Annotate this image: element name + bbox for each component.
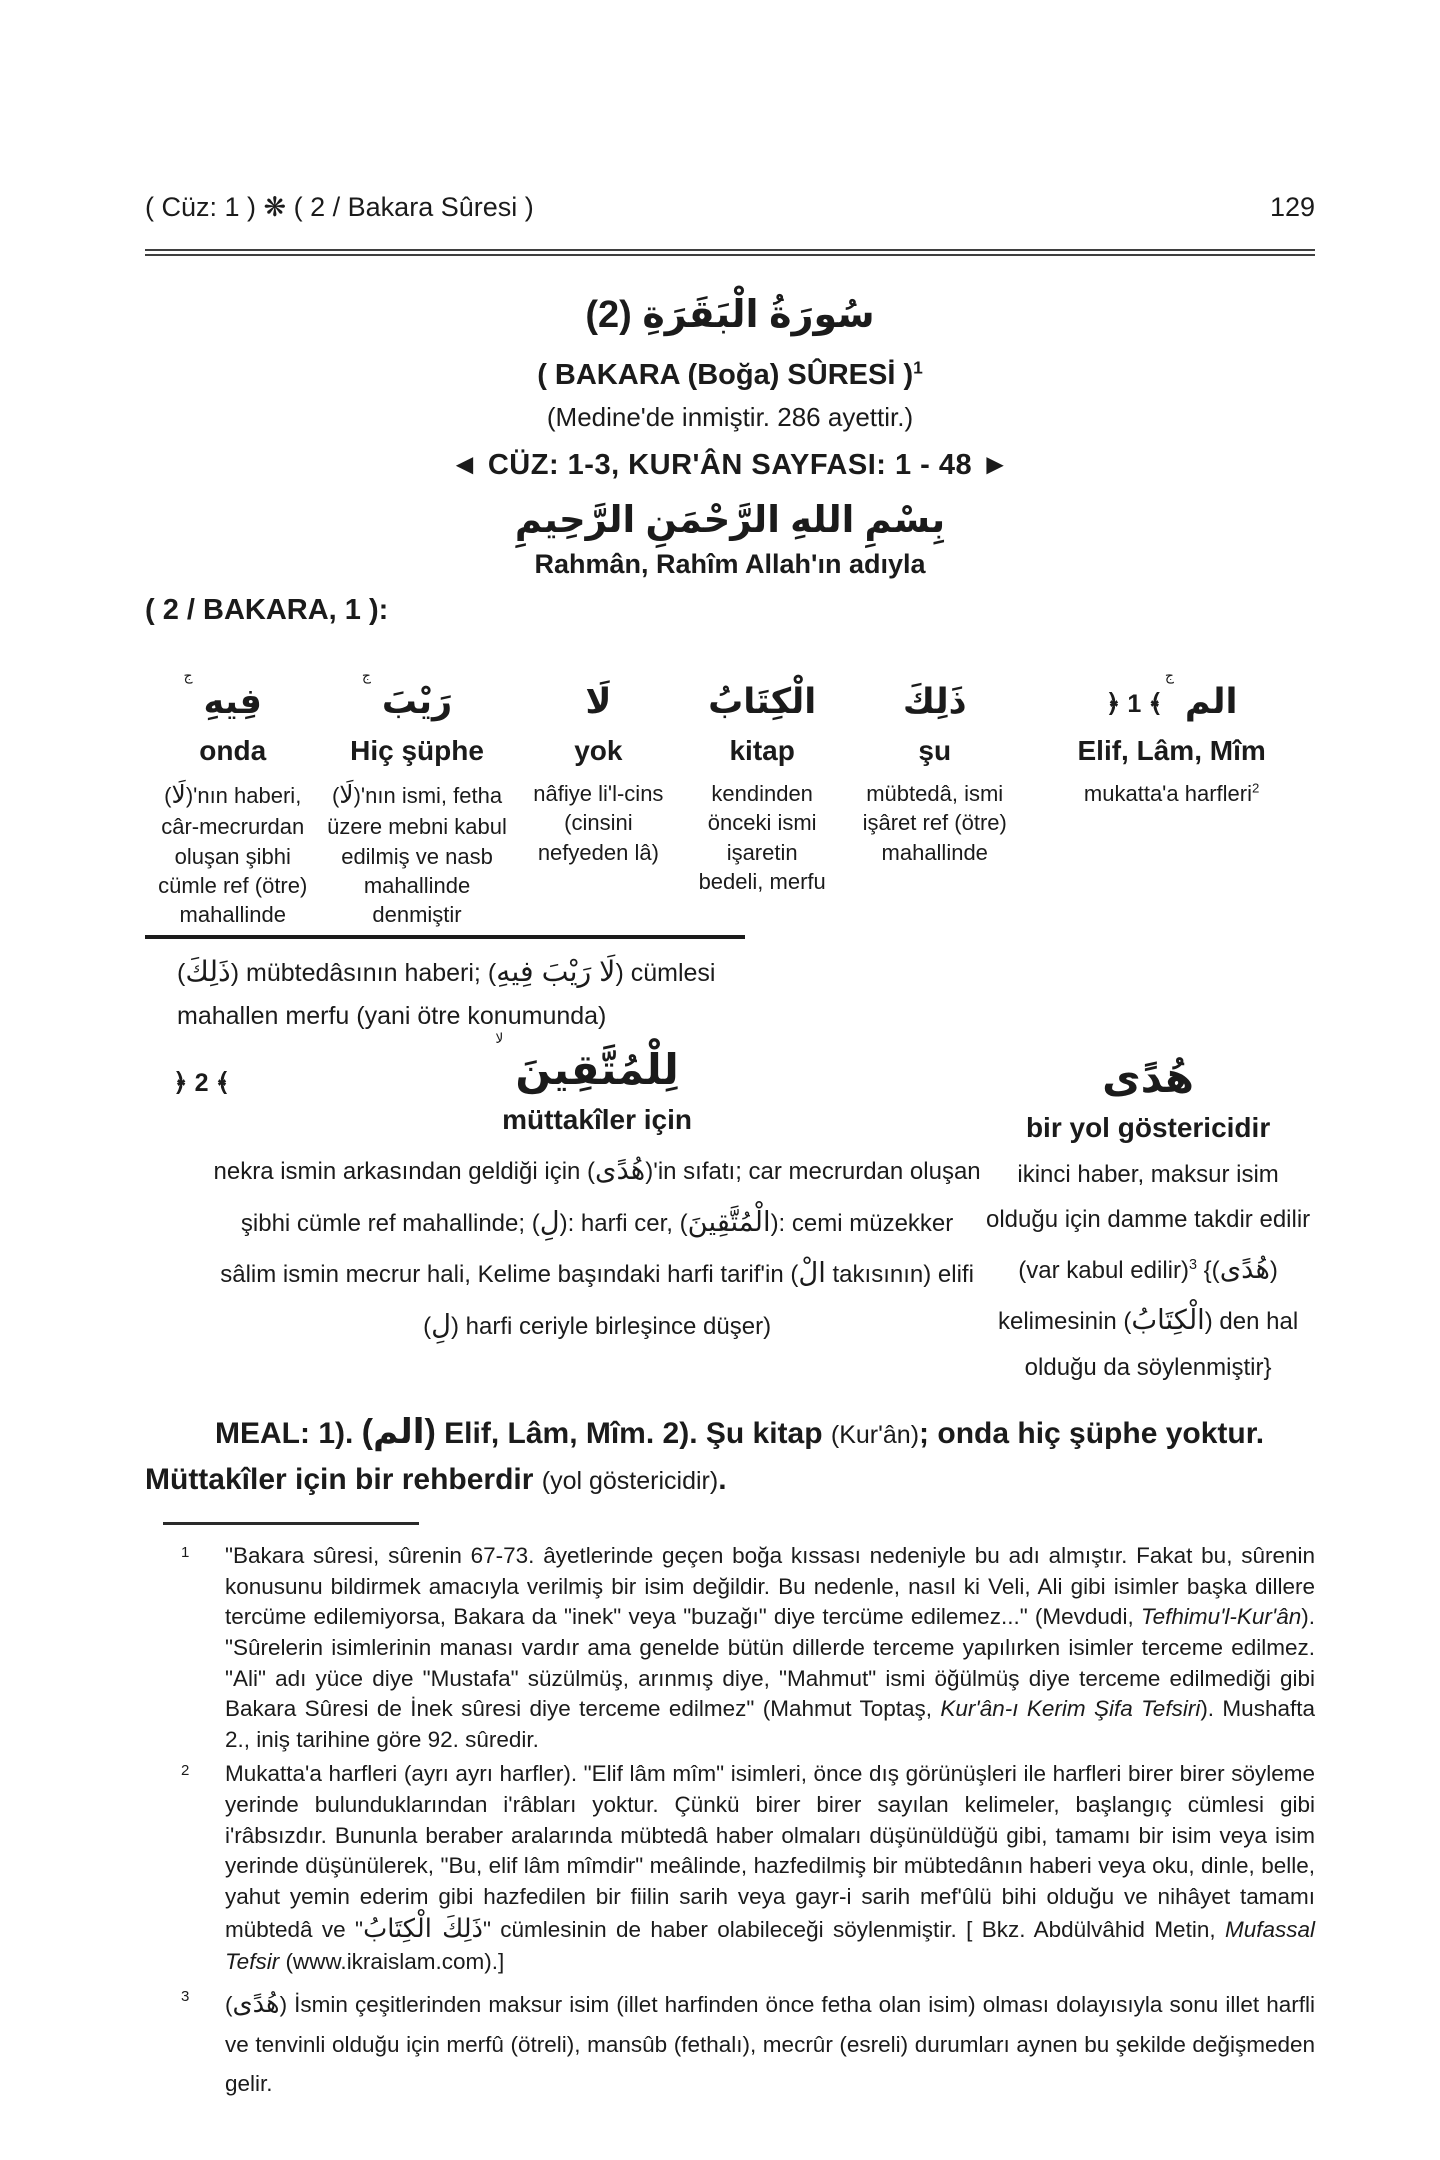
waqf-mark: لا [495, 1030, 504, 1046]
verse2-section [145, 1030, 1315, 1390]
footnote-1 [145, 1541, 1315, 1755]
footnote-ref-1: 1 [913, 357, 923, 378]
page-header [145, 192, 1315, 223]
bottom-note-line1: (ذَلِكَ) mübtedâsının haberi; (لَا رَيْبَ فِيهِ) cümlesi [177, 956, 716, 989]
footnote-number: 2 [181, 1762, 190, 1780]
verse2-marker: ﴿ 2 ﴾ [173, 1069, 231, 1097]
word-analysis-table [145, 635, 1315, 929]
word-gloss: kitap [729, 735, 795, 766]
verse1-bottom-note [177, 949, 1315, 1036]
arabic-word: ج فِيهِ [183, 667, 262, 721]
arabic-word: لا لِلْمُتَّقِينَ [495, 1030, 679, 1093]
footnote-3 [145, 1982, 1315, 2104]
word-gloss: müttakîler için [502, 1104, 692, 1136]
footnotes [145, 1541, 1315, 2103]
header-divider [145, 249, 1315, 256]
page-number: 129 [1269, 192, 1315, 222]
sura-title-turkish [145, 359, 1315, 392]
meal-translation: MEAL: 1). (الم) Elif, Lâm, Mîm. 2). Şu kitap (Kur'ân); onda hiç şüphe yoktur. Müttakîler için bir rehberdir (yol göstericidir). [145, 1413, 1265, 1497]
word-grammar-note: (لَا)'nın ismi, fetha üzere mebni kabul edilmiş ve nasb mahallinde denmiştir [327, 781, 507, 928]
word-column-eliflammim [1028, 635, 1315, 929]
word-column-la [514, 635, 684, 929]
bottom-note-line2: mahallen merfu (yani ötre konumunda) [177, 1001, 607, 1030]
footnote-number: 1 [181, 1544, 190, 1562]
footnote-text: "Bakara sûresi, sûrenin 67-73. âyetlerinde geçen boğa kıssası nedeniyle bu adı almıştır. Fakat bu, sûrenin konusunu bildirmek amacıyla verilmiş bir isim değildir. Bu nedenle, nasıl ki Veli, Ali gibi isimler başka dillere tercüme edilemiyorsa, Bakara da "inek" veya "buzağı" diye tercüme edilemez..." (Mevdudi, Tefhimu'l-Kur'ân). "Sûrelerin isimlerinin manası vardır ama genelde bütün dillerde terceme yapılırken isimler terceme edilmez. "Ali" adı yüce diye "Mustafa" süzülmüş, arınmış diye, "Mahmut" ismi öğülmüş diye terceme edilmediği gibi Bakara Sûresi de İnek sûresi diye terceme edilmez" (Mahmut Toptaş, Kur'ân-ı Kerim Şifa Tefsiri). Mushafta 2., iniş tarihine göre 92. sûredir. [225, 1543, 1315, 1752]
verse2-word-huden [981, 1046, 1315, 1390]
analysis-underline [145, 935, 745, 939]
word-grammar-note: mübtedâ, ismi işâret ref (ötre) mahallinde [862, 781, 1007, 865]
verse1-heading: ( 2 / BAKARA, 1 ): [145, 594, 389, 626]
word-column-fihi [145, 635, 321, 929]
waqf-mark: ج [361, 667, 371, 683]
waqf-mark: ج [1164, 667, 1174, 683]
word-grammar-note: (لَا)'nın haberi, câr-mecrurdan oluşan şibhi cümle ref (ötre) mahallinde [158, 781, 308, 928]
footnote-2 [145, 1759, 1315, 1977]
grammar-explanation: nekra ismin arkasından geldiği için (هُدًى)'in sıfatı; car mecrurdan oluşan şibhi cümle ref mahallinde; (لِ): harfi cer, (الْمُتَّقِينَ): cemi müzekker sâlim ismin mecrur hali, Kelime başındaki harfi tarif'in (الْ takısının) elifi (لِ) harfi ceriyle birleşince düşer) [213, 1154, 981, 1340]
grammar-explanation: ikinci haber, maksur isim olduğu için damme takdir edilir (var kabul edilir)$^3$ {(هُدًى) kelimesinin (الْكِتَابُ) den hal olduğu da söylenmiştir} [986, 1161, 1311, 1382]
arabic-word: ج رَيْبَ [361, 667, 453, 721]
word-column-rayba [321, 635, 514, 929]
word-gloss: onda [199, 735, 267, 766]
word-column-kitab [683, 635, 841, 929]
word-column-zalike [841, 635, 1028, 929]
verse1-marker: ﴿ 1 ﴾ [1105, 690, 1163, 718]
word-grammar-note: mukatta'a harfleri$^2$ [1083, 780, 1260, 806]
word-gloss: yok [574, 735, 623, 766]
sura-title-text: ( BAKARA (Boğa) SÛRESİ ) [537, 359, 914, 391]
word-gloss: Elif, Lâm, Mîm [1077, 735, 1266, 766]
sura-title-arabic: سُورَةُ الْبَقَرَةِ (2) [585, 294, 875, 336]
arabic-word: ج الم [1164, 667, 1238, 721]
word-gloss: bir yol göstericidir [1025, 1112, 1271, 1144]
word-gloss: şu [918, 735, 952, 766]
footnote-text: Mukatta'a harfleri (ayrı ayrı harfler). "Elif lâm mîm" isimleri, önce dış görünüşleri ile harfleri birer birer söyleme yerinde bulunduklarından i'râbları yoktur. Çünkü birer birer sayılan kelimeler, başlangıç cümlesi gibi i'râbsızdır. Bununla beraber aralarında mübtedâ haber olmaları düşünüldüğü gibi, tamamı bir isim veya isim yerinde düşünülerek, "Bu, elif lâm mîmdir" meâlinde, hazfedilmiş bir mübtedânın haberi veya oku, dinle, belle, yahut yemin ederim gibi hazfedilen bir fiilin sarih veya gayr-i sarih mef'ûlü bihi olduğu ve nihâyet tamamı mübtedâ ve "ذَلِكَ الْكِتَابُ" cümlesinin de haber olabileceği söylenmiştir. [ Bkz. Abdülvâhid Metin, Mufassal Tefsir (www.ikraislam.com).] [225, 1761, 1315, 1975]
arabic-word: لَا [585, 682, 612, 721]
footnote-number: 3 [181, 1987, 190, 2005]
word-grammar-note: kendinden önceki ismi işaretin bedeli, merfu [698, 781, 826, 894]
verse2-word-muttakiler [213, 1030, 981, 1390]
revelation-info: (Medine'de inmiştir. 286 ayettir.) [546, 402, 914, 432]
basmala-translation: Rahmân, Rahîm Allah'ın adıyla [534, 549, 926, 579]
basmala-arabic: بِسْمِ اللهِ الرَّحْمَنِ الرَّحِيمِ [514, 499, 946, 540]
running-title: ( Cüz: 1 ) ❋ ( 2 / Bakara Sûresi ) [145, 192, 534, 222]
footnote-separator [163, 1522, 419, 1525]
footnote-text: (هُدًى) İsmin çeşitlerinden maksur isim (illet harfinden önce fetha olan isim) olması dolayısıyla sonu illet harfli ve tenvinli olduğu için merfû (ötreli), mansûb (fethalı), mecrûr (esreli) durumları aynen bu şekilde değişmeden gelir. [225, 1989, 1315, 2096]
juz-page-range: ◄ CÜZ: 1-3, KUR'ÂN SAYFASI: 1 - 48 ► [450, 449, 1010, 481]
arabic-word: ذَلِكَ [902, 682, 967, 721]
word-grammar-note: nâfiye li'l-cins (cinsini nefyeden lâ) [533, 781, 664, 865]
word-gloss: Hiç şüphe [350, 735, 484, 766]
waqf-mark: ج [183, 667, 193, 683]
arabic-word: هُدًى [1102, 1054, 1195, 1101]
arabic-word: الْكِتَابُ [708, 682, 817, 721]
